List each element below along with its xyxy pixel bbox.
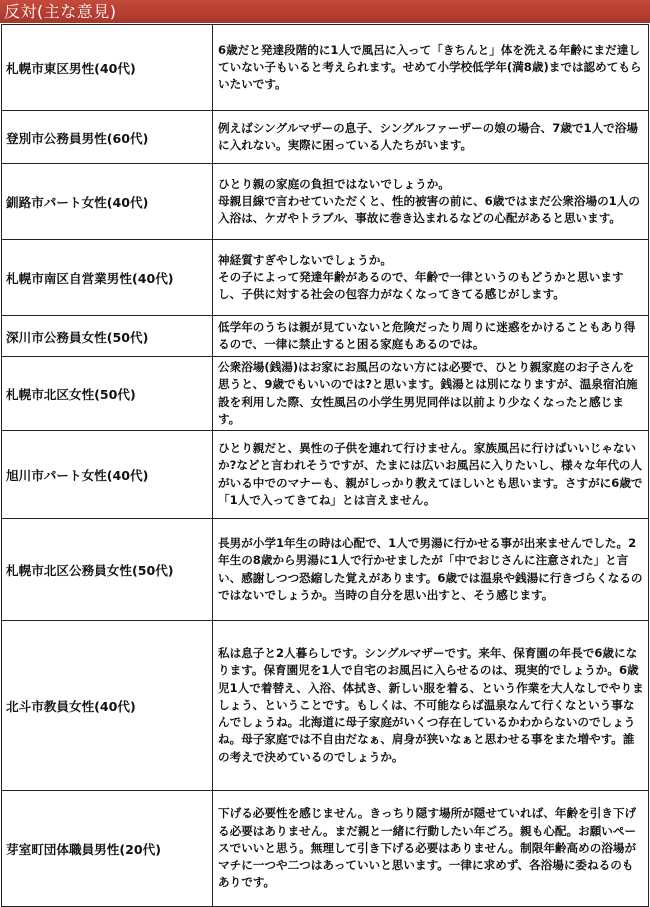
opinion-cell: 下げる必要性を感じません。きっちり隠す場所が隠せていれば、年齢を引き下げる必要はありません。まだ親と一緒に行動したい年ごろ。親も心配。お願いペースでいいと思う。無理して引き下げる必要はありません。制限年齢高めの浴場がマチに一つや二つはあっていいと思います。一律に求めず、各浴場に委ねるのもありです。 — [213, 791, 649, 907]
table-row — [2, 164, 649, 240]
table-row — [2, 240, 649, 316]
respondent-cell: 北斗市教員女性(40代) — [2, 621, 213, 791]
section-title: 反対(主な意見) — [4, 2, 117, 21]
opinion-cell: 神経質すぎやしないでしょうか。 その子によって発達年齢があるので、年齢で一律というのもどうかと思いますし、子供に対する社会の包容力がなくなってきてる感じがします。 — [213, 240, 649, 316]
opinion-cell: 6歳だと発達段階的に1人で風呂に入って「きちんと」体を洗える年齢にまだ達していない子もいると考えられます。せめて小学校低学年(満8歳)までは認めてもらいたいです。 — [213, 25, 649, 111]
table-row — [2, 519, 649, 621]
table-row — [2, 316, 649, 357]
table-row — [2, 25, 649, 111]
opinion-cell: 公衆浴場(銭湯)はお家にお風呂のない方には必要で、ひとり親家庭のお子さんを思うと、9歳でもいいのでは?と思います。銭湯とは別になりますが、温泉宿泊施設を利用した際、女性風呂の小学生男児同伴は以前より少なくなったと感じます。 — [213, 357, 649, 431]
opinion-cell: ひとり親だと、異性の子供を連れて行けません。家族風呂に行けばいいじゃないか?などと言われそうですが、たまには広いお風呂に入りたいし、様々な年代の人がいる中でのマナーも、親がしっかり教えてほしいとも思います。さすがに6歳で「1人で入ってきてね」とは言えません。 — [213, 431, 649, 519]
respondent-cell: 札幌市北区女性(50代) — [2, 357, 213, 431]
opinion-cell: ひとり親の家庭の負担ではないでしょうか。 母親目線で言わせていただくと、性的被害の前に、6歳ではまだ公衆浴場の1人の入浴は、ケガやトラブル、事故に巻き込まれるなどの心配があると思います。 — [213, 164, 649, 240]
respondent-cell: 釧路市パート女性(40代) — [2, 164, 213, 240]
section-header — [0, 0, 650, 23]
respondent-cell: 旭川市パート女性(40代) — [2, 431, 213, 519]
opinion-cell: 長男が小学1年生の時は心配で、1人で男湯に行かせる事が出来ませんでした。2年生の8歳から男湯に1人で行かせましたが「中でおじさんに注意された」と言い、感謝しつつ恐縮した覚えがあります。6歳では温泉や銭湯に行きづらくなるのではないでしょうか。当時の自分を思い出すと、そう感じます。 — [213, 519, 649, 621]
respondent-cell: 札幌市東区男性(40代) — [2, 25, 213, 111]
opinion-cell: 私は息子と2人暮らしです。シングルマザーです。来年、保育園の年長で6歳になります。保育園児を1人で自宅のお風呂に入らせるのは、現実的でしょうか。6歳児1人で着替え、入浴、体拭き、新しい服を着る、という作業を大人なしでやりましょう、ということです。もしくは、不可能ならば温泉なんて行くなという事なんでしょうね。北海道に母子家庭がいくつ存在しているかわからないのでしょうね。母子家庭では不自由だなぁ、肩身が狭いなぁと思わせる事をまた増やす。誰の考えで決めているのでしょうか。 — [213, 621, 649, 791]
opinion-cell: 例えばシングルマザーの息子、シングルファーザーの娘の場合、7歳で1人で浴場に入れない。実際に困っている人たちがいます。 — [213, 111, 649, 164]
table-row — [2, 621, 649, 791]
respondent-cell: 芽室町団体職員男性(20代) — [2, 791, 213, 907]
respondent-cell: 登別市公務員男性(60代) — [2, 111, 213, 164]
respondent-cell: 深川市公務員女性(50代) — [2, 316, 213, 357]
table-row — [2, 111, 649, 164]
opinion-cell: 低学年のうちは親が見ていないと危険だったり周りに迷惑をかけることもあり得るので、一律に禁止すると困る家庭もあるのでは。 — [213, 316, 649, 357]
respondent-cell: 札幌市北区公務員女性(50代) — [2, 519, 213, 621]
table-row — [2, 791, 649, 907]
respondent-cell: 札幌市南区自営業男性(40代) — [2, 240, 213, 316]
opinion-table — [1, 24, 649, 907]
table-row — [2, 357, 649, 431]
table-row — [2, 431, 649, 519]
